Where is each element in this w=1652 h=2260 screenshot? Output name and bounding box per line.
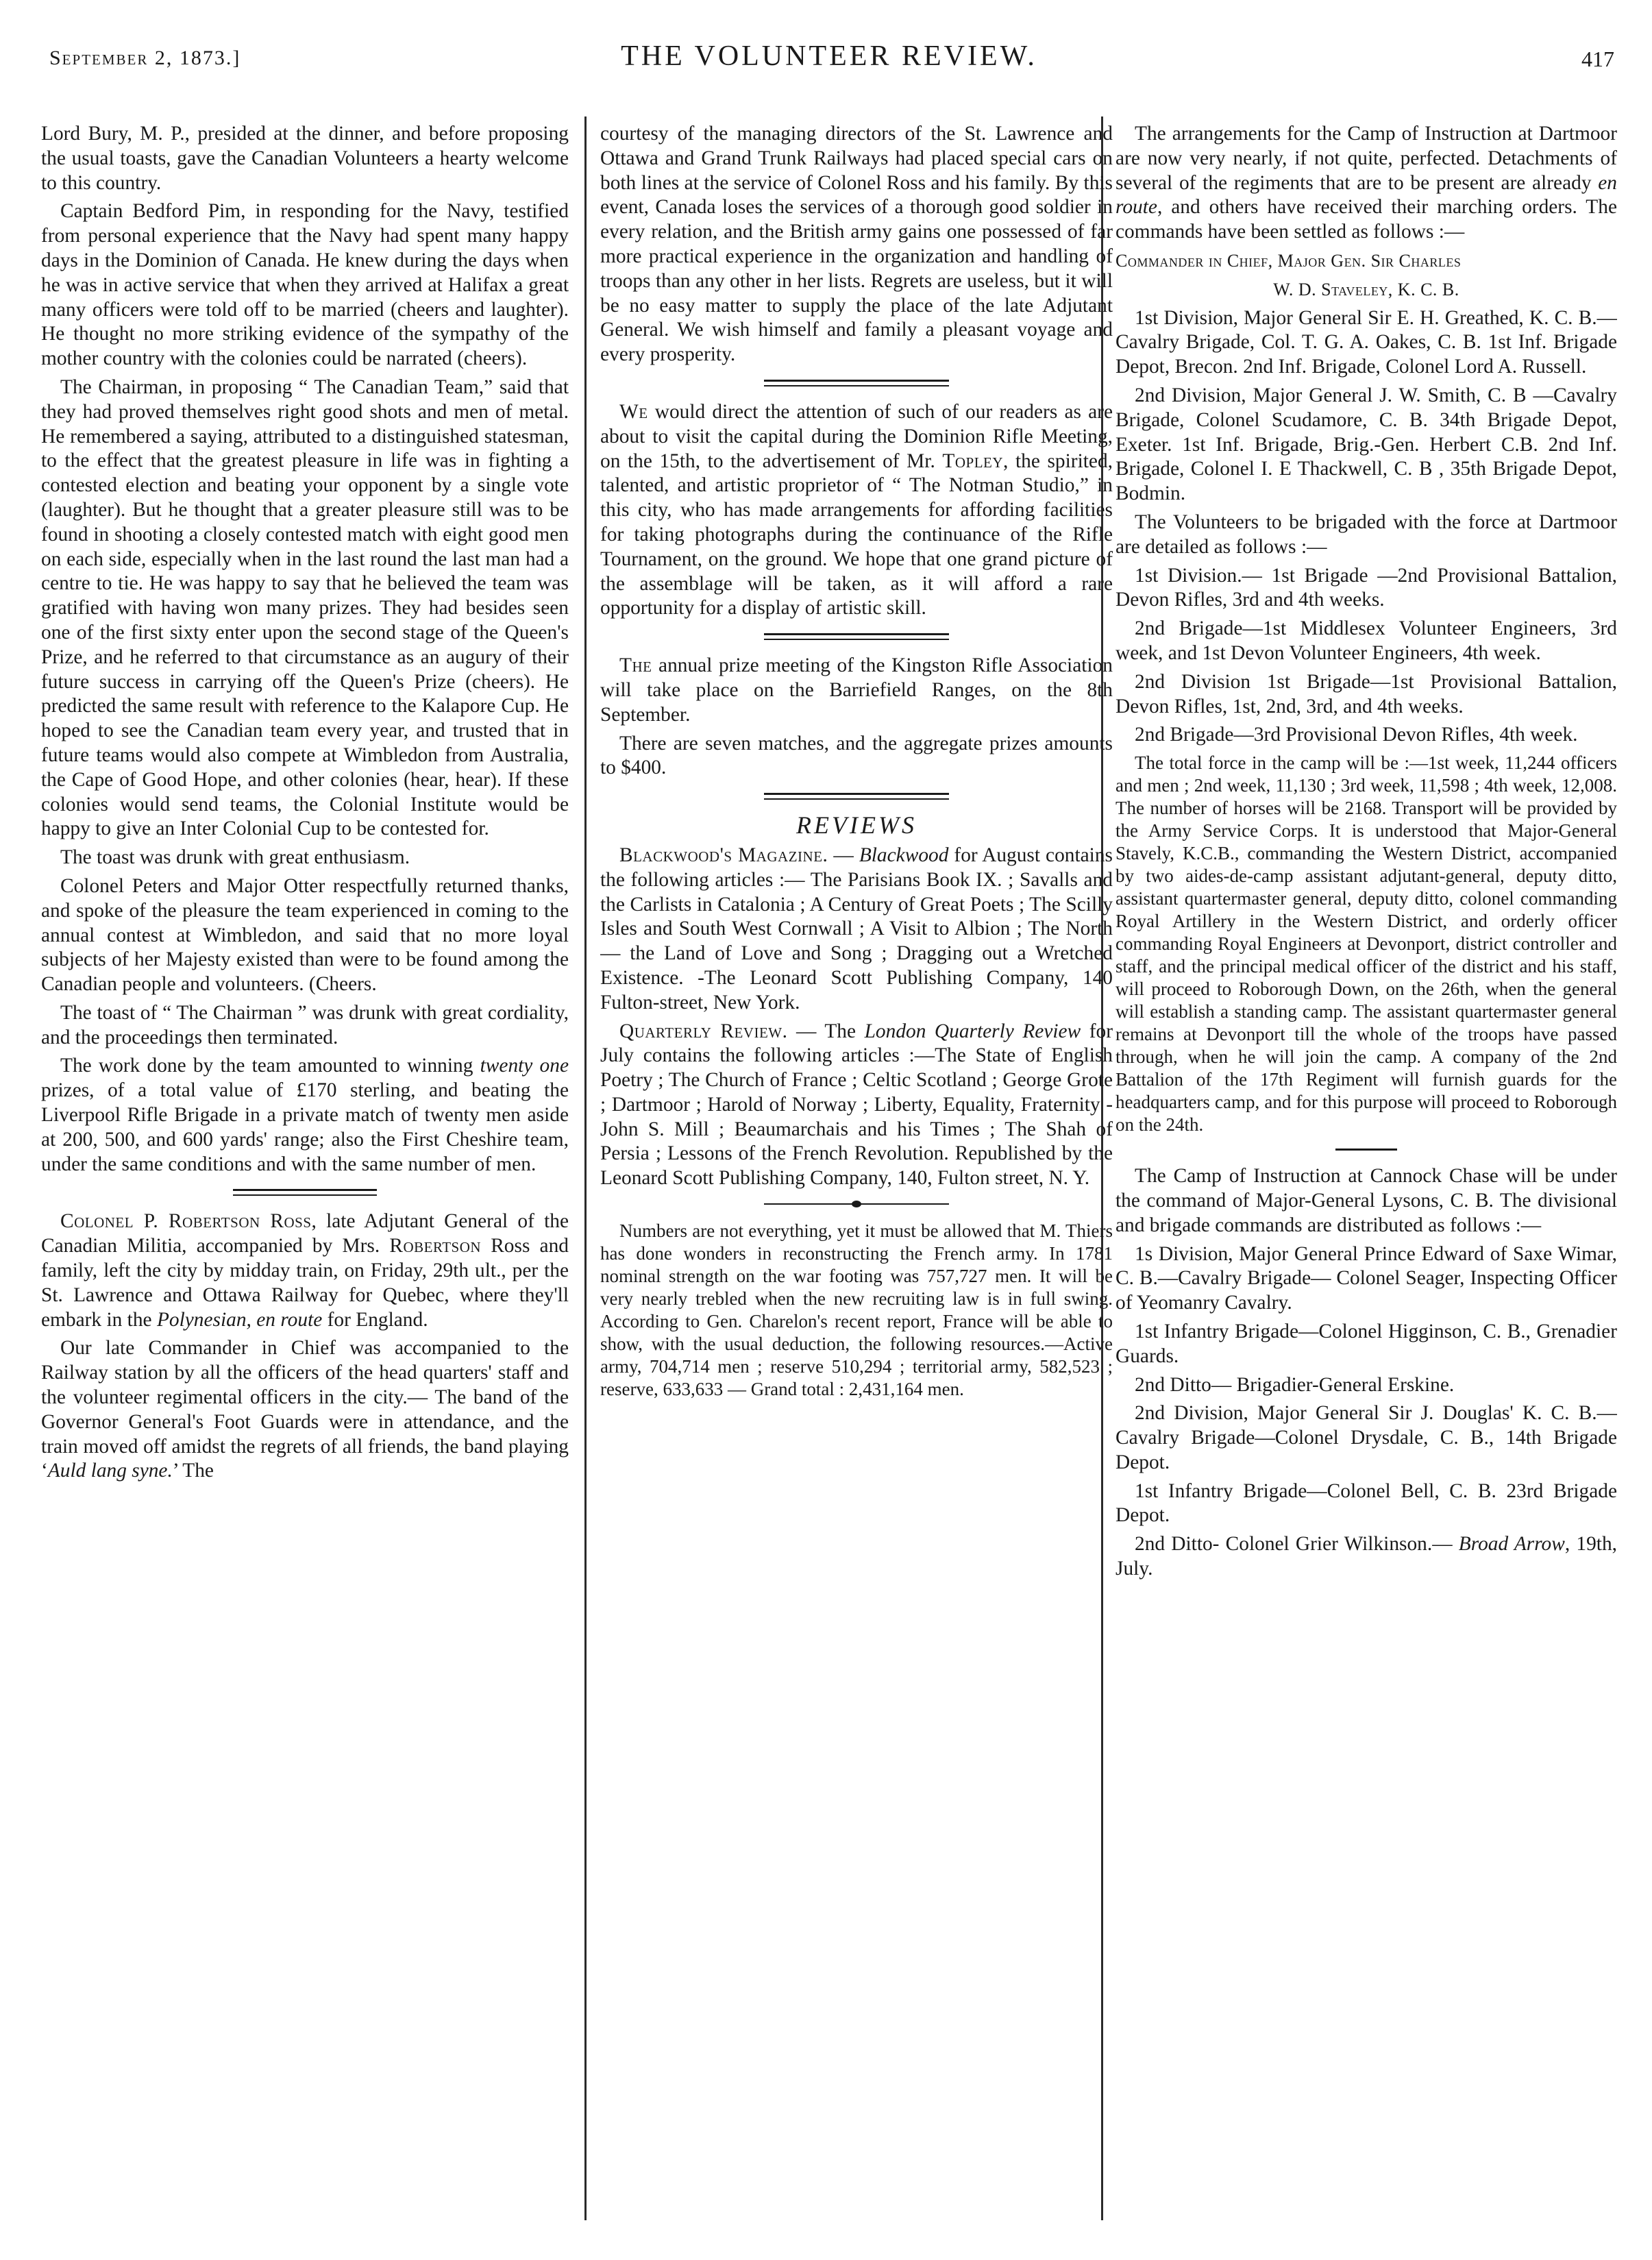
section-divider	[1335, 1149, 1397, 1151]
article-paragraph: There are seven matches, and the aggregate prizes amounts to $400.	[600, 732, 1113, 779]
article-paragraph: Colonel Peters and Major Otter respectfully returned thanks, and spoke of the pleasure the team experienced in coming to the annual contest at Wimbledon, and said that no more loyal subjects of her Majesty existed than were to be found among the Canadian people and volunteers. (Cheers.	[41, 874, 569, 996]
article-paragraph: 2nd Division, Major General J. W. Smith, C. B —Cavalry Brigade, Colonel Scudamore, C. B. 34th Brigade Depot, Exeter. 1st Inf. Brigade, Brig.-Gen. Herbert C.B. 2nd Inf. Brigade, Colonel I. E Thackwell, C. B , 35th Brigade Depot, Bodmin.	[1115, 384, 1617, 505]
article-paragraph: 1st Division, Major General Sir E. H. Greathed, K. C. B.—Cavalry Brigade, Col. T. G. A. Oakes, C. B. 1st Inf. Brigade Depot, Brecon. 2nd Inf. Brigade, Colonel Lord A. Russell.	[1115, 306, 1617, 378]
article-paragraph: We would direct the attention of such of our readers as are about to visit the capital during the Dominion Rifle Meeting, on the 15th, to the advertisement of Mr. Topley, the spirited, talented, and artistic proprietor of “ The Notman Studio,” in this city, who has made arrangements for affording facilities for taking photographs during the continuance of the Rifle Tournament, on the ground. We hope that one grand picture of the assemblage will be taken, as it will afford a rare opportunity for a display of artistic skill.	[600, 400, 1113, 619]
section-divider	[764, 380, 949, 386]
issue-date: September 2, 1873.]	[49, 47, 241, 69]
article-paragraph: 2nd Brigade—1st Middlesex Volunteer Engineers, 3rd week, and 1st Devon Volunteer Engineers, 4th week.	[1115, 617, 1617, 664]
article-paragraph: Numbers are not everything, yet it must be allowed that M. Thiers has done wonders in reconstructing the French army. In 1781 nominal strength on the war footing was 757,727 men. It will be very nearly trebled when the new recruiting law is in full swing. According to Gen. Charelon's recent report, France will be able to show, with the usual deduction, the following resources.—Active army, 704,714 men ; reserve 510,294 ; territorial army, 582,523 ; reserve, 633,633 — Grand total : 2,431,164 men.	[600, 1220, 1113, 1400]
page-number: 417	[1581, 47, 1614, 71]
article-paragraph: Captain Bedford Pim, in responding for the Navy, testified from personal experience that the Navy had spent many happy days in the Dominion of Canada. He knew during the days when he was in active service that when they arrived at Halifax a great many officers were told off to be married (cheers and laughter). He thought no more striking evidence of the sympathy of the mother country with the colonies could be narrated (cheers).	[41, 200, 569, 370]
article-paragraph: The annual prize meeting of the Kingston Rifle Association will take place on the Barriefield Ranges, on the 8th September.	[600, 654, 1113, 726]
article-paragraph: The toast of “ The Chairman ” was drunk with great cordiality, and the proceedings then terminated.	[41, 1001, 569, 1048]
article-paragraph: Lord Bury, M. P., presided at the dinner, and before proposing the usual toasts, gave the Canadian Volunteers a hearty welcome to this country.	[41, 123, 569, 194]
article-paragraph: The Volunteers to be brigaded with the force at Dartmoor are detailed as follows :—	[1115, 511, 1617, 558]
article-paragraph: 2nd Ditto- Colonel Grier Wilkinson.— Broad Arrow, 19th, July.	[1115, 1533, 1617, 1580]
masthead-title: THE VOLUNTEER REVIEW.	[621, 40, 1037, 72]
column-1	[41, 122, 569, 2219]
article-paragraph: 1st Infantry Brigade—Colonel Bell, C. B. 23rd Brigade Depot.	[1115, 1479, 1617, 1527]
article-paragraph: 2nd Ditto— Brigadier-General Erskine.	[1135, 1373, 1455, 1396]
section-divider	[764, 793, 949, 800]
column-2	[600, 122, 1113, 2219]
article-paragraph: 2nd Division, Major General Sir J. Douglas' K. C. B.— Cavalry Brigade—Colonel Drysdale, C. B., 14th Brigade Depot.	[1115, 1402, 1617, 1473]
article-paragraph: The work done by the team amounted to winning twenty one prizes, of a total value of £170 sterling, and beating the Liverpool Rifle Brigade in a private match of twenty men aside at 200, 500, and 600 yards' range; also the First Cheshire team, under the same conditions and with the same number of men.	[41, 1055, 569, 1175]
article-paragraph: Colonel P. Robertson Ross, late Adjutant General of the Canadian Militia, accompanied by Mrs. Robertson Ross and family, left the city by midday train, on Friday, 29th ult., per the St. Lawrence and Ottawa Railway for Quebec, where they'll embark in the Polynesian, en route for England.	[41, 1210, 569, 1331]
section-divider	[233, 1189, 377, 1196]
command-heading: Commander in Chief, Major Gen. Sir Charles	[1115, 250, 1462, 271]
section-heading-reviews: REVIEWS	[796, 811, 917, 839]
article-paragraph: Our late Commander in Chief was accompanied to the Railway station by all the officers of the head quarters' staff and the volunteer regimental officers in the city.— The band of the Governor General's Foot Guards were in attendance, and the train moved off amidst the regrets of all friends, the band playing ‘Auld lang syne.’ The	[41, 1337, 569, 1482]
article-paragraph: The Chairman, in proposing “ The Canadian Team,” said that they had proved themselves right good shots and men of metal. He remembered a saying, attributed to a distinguished statesman, to the effect that the greatest pleasure in life was in fighting a contested election and beating your opponent by a single vote (laughter). But he thought that a greater pleasure still was to be found in shooting a closely contested match with eight good men on each side, especially when in the last round the last man had a centre to tie. He was happy to say that he believed the team was gratified with having won many prizes. They had besides seen one of the first sixty enter upon the second stage of the Queen's Prize, and he referred to that circumstance as an augury of their future success in carrying off the Queen's Prize (cheers). He predicted the same result with reference to the Kalapore Cup. He hoped to see the Canadian team every year, and trusted that in future teams would also compete at Wimbledon from Australia, the Cape of Good Hope, and other colonies (hear, hear). If these colonies would send teams, the Colonial Institute would be happy to give an Inter Colonial Cup to be contested for.	[41, 376, 569, 840]
column-divider	[584, 116, 587, 2220]
review-paragraph: Quarterly Review. — The London Quarterly Review for July contains the following articles :—The State of English Poetry ; The Church of France ; Celtic Scotland ; George Grote ; Dartmoor ; Harold of Norway ; Liberty, Equality, Fraternity - John S. Mill ; Beaumarchais and his Times ; The Shah of Persia ; Lessons of the French Revolution. Republished by the Leonard Scott Publishing Company, 140, Fulton street, N. Y.	[600, 1020, 1113, 1190]
article-paragraph: The total force in the camp will be :—1st week, 11,244 officers and men ; 2nd week, 11,130 ; 3rd week, 11,598 ; 4th week, 12,008. The number of horses will be 2168. Transport will be provided by the Army Service Corps. It is understood that Major-General Stavely, K.C.B., commanding the Western District, accompanied by two aides-de-camp assistant adjutant-general, deputy ditto, assistant quartermaster general, deputy ditto, colonel commanding Royal Artillery in the Western District, and orderly officer commanding Royal Engineers at Devonport, district controller and staff, and the principal medical officer of the district and his staff, will proceed to Roborough Down, on the 26th, when the general will establish a standing camp. The assistant quartermaster general remains at Devonport till the whole of the troops have passed through, when he will join the camp. A company of the 2nd Battalion of the 17th Regiment will furnish guards for the headquarters camp, and for this purpose will proceed to Roborough on the 24th.	[1115, 752, 1617, 1135]
article-paragraph: 2nd Brigade—3rd Provisional Devon Rifles, 4th week.	[1135, 724, 1578, 746]
article-paragraph: The arrangements for the Camp of Instruction at Dartmoor are now very nearly, if not quite, perfected. Detachments of several of the regiments that are to be present are already en route, and others have received their marching orders. The commands have been settled as follows :—	[1115, 123, 1617, 243]
article-paragraph: 2nd Division 1st Brigade—1st Provisional Battalion, Devon Rifles, 1st, 2nd, 3rd, and 4th weeks.	[1115, 670, 1617, 717]
column-3	[1115, 122, 1617, 2219]
command-heading: W. D. Staveley, K. C. B.	[1273, 279, 1459, 299]
article-paragraph: courtesy of the managing directors of the St. Lawrence and Ottawa and Grand Trunk Railways had placed special cars on both lines at the service of Colonel Ross and his family. By this event, Canada loses the services of a thorough good soldier in every relation, and the British army gains one possessed of far more practical experience in the organization and handling of troops than any other in her lists. Regrets are useless, but it will be no easy matter to supply the place of the late Adjutant General. We wish himself and family a pleasant voyage and every prosperity.	[600, 123, 1113, 366]
article-paragraph: 1st Division.— 1st Brigade —2nd Provisional Battalion, Devon Rifles, 3rd and 4th weeks.	[1115, 564, 1617, 611]
article-paragraph: The toast was drunk with great enthusiasm.	[60, 846, 410, 869]
section-divider	[764, 633, 949, 640]
article-paragraph: 1s Division, Major General Prince Edward of Saxe Wimar, C. B.—Cavalry Brigade— Colonel Seager, Inspecting Officer of Yeomanry Cavalry.	[1115, 1242, 1617, 1314]
ornament-divider	[764, 1201, 949, 1207]
article-paragraph: The Camp of Instruction at Cannock Chase will be under the command of Major-General Lysons, C. B. The divisional and brigade commands are distributed as follows :—	[1115, 1165, 1617, 1236]
page-header	[41, 40, 1617, 81]
article-paragraph: 1st Infantry Brigade—Colonel Higginson, C. B., Grenadier Guards.	[1115, 1320, 1617, 1367]
review-paragraph: Blackwood's Magazine. — Blackwood for August contains the following articles :— The Parisians Book IX. ; Savalls and the Carlists in Catalonia ; A Century of Great Poets ; The Scilly Isles and South West Cornwall ; A Visit to Albion ; The North— the Land of Love and Song ; Dragging out a Wretched Existence. -The Leonard Scott Publishing Company, 140 Fulton-street, New York.	[600, 844, 1113, 1014]
